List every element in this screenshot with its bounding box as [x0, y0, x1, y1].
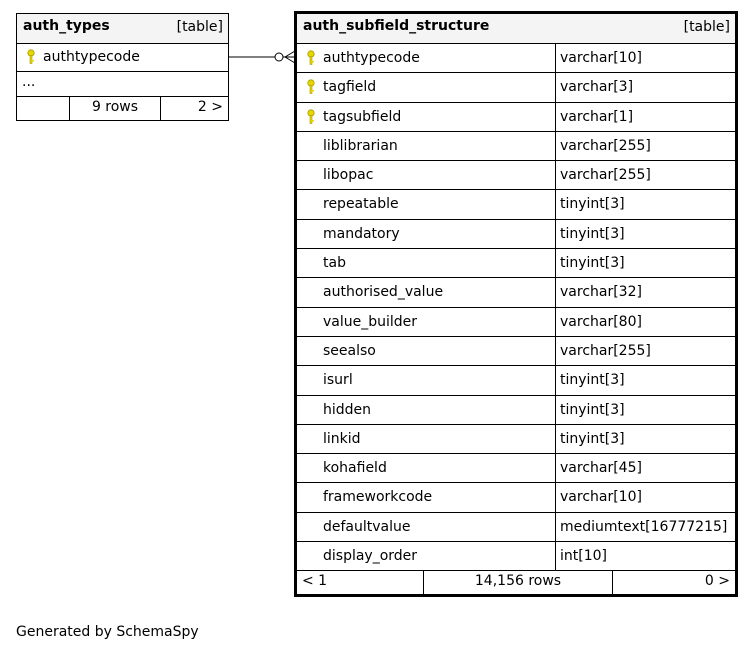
- column-type-cell: [555, 483, 735, 511]
- column-row[interactable]: [297, 366, 735, 395]
- column-type-cell: [555, 308, 735, 336]
- column-type-cell: [555, 132, 735, 160]
- column-type-cell: [555, 220, 735, 248]
- column-row[interactable]: [297, 220, 735, 249]
- column-type-cell: [555, 44, 735, 72]
- column-name: kohafield: [323, 460, 387, 477]
- column-type: tinyint[3]: [560, 255, 625, 272]
- column-type: varchar[10]: [560, 50, 642, 66]
- column-type-cell: [555, 337, 735, 365]
- column-name: linkid: [323, 430, 361, 447]
- column-type: tinyint[3]: [560, 372, 625, 389]
- key-icon: [305, 109, 317, 125]
- table-name: auth_subfield_structure: [303, 18, 490, 34]
- footer-children-cell[interactable]: [613, 571, 735, 595]
- column-type-cell: [555, 190, 735, 218]
- column-type-cell: [555, 425, 735, 453]
- column-row[interactable]: [297, 425, 735, 454]
- column-name: mandatory: [323, 225, 400, 242]
- column-list: [297, 44, 735, 571]
- column-name: repeatable: [323, 196, 399, 213]
- column-name: value_builder: [323, 313, 418, 330]
- table-name: auth_types: [23, 18, 110, 34]
- column-type: tinyint[3]: [560, 430, 625, 447]
- parents-link[interactable]: < 1: [302, 573, 328, 590]
- table-header: [297, 14, 735, 44]
- column-type: tinyint[3]: [560, 401, 625, 418]
- column-type: varchar[45]: [560, 460, 642, 477]
- table-kind: [table]: [176, 19, 223, 35]
- column-name: defaultvalue: [323, 518, 411, 535]
- column-row[interactable]: [297, 542, 735, 571]
- column-row[interactable]: [297, 132, 735, 161]
- column-type-cell: [555, 161, 735, 189]
- column-row[interactable]: [297, 278, 735, 307]
- column-type: mediumtext[16777215]: [560, 518, 728, 535]
- column-row[interactable]: [297, 337, 735, 366]
- column-row[interactable]: [297, 249, 735, 278]
- column-name: frameworkcode: [323, 489, 433, 506]
- column-name: liblibrarian: [323, 137, 398, 154]
- children-link[interactable]: 0 >: [704, 573, 730, 590]
- column-row[interactable]: [297, 103, 735, 132]
- row-count: 9 rows: [91, 99, 139, 115]
- column-type: varchar[255]: [560, 137, 651, 154]
- column-row[interactable]: [297, 44, 735, 73]
- column-row[interactable]: [297, 396, 735, 425]
- column-name: libopac: [323, 167, 374, 184]
- column-type: varchar[80]: [560, 313, 642, 330]
- children-link[interactable]: 2 >: [197, 99, 223, 115]
- column-type-cell: [555, 513, 735, 541]
- row-count: 14,156 rows: [474, 573, 562, 590]
- column-type-cell: [555, 278, 735, 306]
- column-row[interactable]: [297, 190, 735, 219]
- column-type-cell: [555, 396, 735, 424]
- column-type: varchar[10]: [560, 489, 642, 506]
- column-type-cell: [555, 73, 735, 101]
- column-type: varchar[32]: [560, 284, 642, 301]
- generated-by-label: Generated by SchemaSpy: [16, 624, 199, 640]
- column-type: tinyint[3]: [560, 196, 625, 213]
- key-icon: [305, 79, 317, 95]
- column-name: seealso: [323, 342, 376, 359]
- column-row[interactable]: [297, 454, 735, 483]
- table-footer: [297, 571, 735, 595]
- column-row[interactable]: [297, 161, 735, 190]
- column-name: authorised_value: [323, 284, 444, 301]
- column-name: authtypecode: [43, 49, 140, 65]
- footer-row-count-cell: [424, 571, 613, 595]
- column-name: display_order: [323, 548, 418, 565]
- column-row[interactable]: [297, 73, 735, 102]
- column-name: isurl: [323, 372, 353, 389]
- column-name: tagfield: [323, 79, 377, 96]
- column-type-cell: [555, 542, 735, 570]
- column-type-cell: [555, 366, 735, 394]
- column-name: tagsubfield: [323, 108, 402, 125]
- more-columns: ...: [17, 72, 228, 97]
- column-name: authtypecode: [323, 50, 420, 66]
- column-type: varchar[1]: [560, 108, 634, 125]
- table-auth-subfield-structure[interactable]: [294, 11, 738, 597]
- column-type-cell: [555, 454, 735, 482]
- column-type: varchar[255]: [560, 342, 651, 359]
- column-type-cell: [555, 249, 735, 277]
- column-row[interactable]: [297, 308, 735, 337]
- column-name: tab: [323, 255, 346, 272]
- column-type: tinyint[3]: [560, 225, 625, 242]
- footer-parents-cell[interactable]: [297, 571, 424, 595]
- column-row[interactable]: [297, 483, 735, 512]
- column-type: varchar[255]: [560, 167, 651, 184]
- key-icon: [305, 50, 317, 66]
- column-type: varchar[3]: [560, 79, 634, 96]
- column-type: int[10]: [560, 548, 607, 565]
- table-kind: [table]: [683, 19, 730, 35]
- column-row[interactable]: [297, 513, 735, 542]
- column-name: hidden: [323, 401, 372, 418]
- column-type-cell: [555, 103, 735, 131]
